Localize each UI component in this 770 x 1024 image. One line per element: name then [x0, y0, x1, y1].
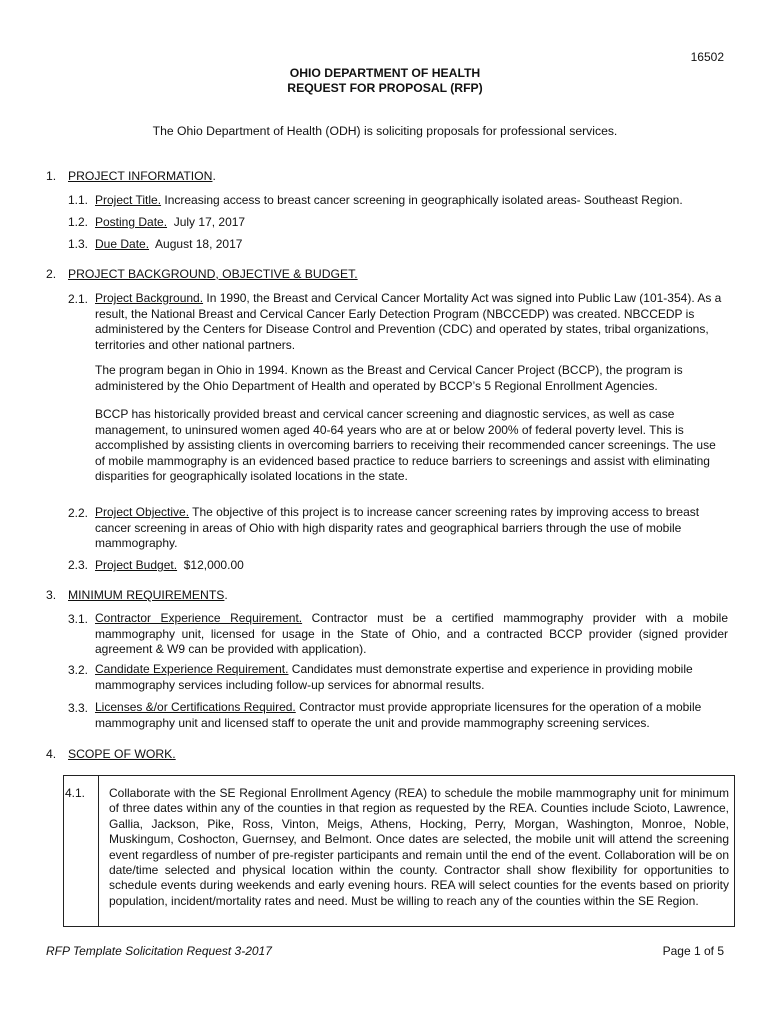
item-text: Contractor must provide appropriate licensures for the operation of a mobile mammography unit and licensed staff to operate the unit and provide mammography screening services.: [95, 700, 702, 730]
section-1-heading: 1. PROJECT INFORMATION.: [46, 169, 216, 183]
section-4-heading: [46, 747, 176, 761]
scope-of-work-table: [63, 775, 735, 927]
item-number: 3.1.: [68, 612, 89, 626]
item-label: Due Date.: [95, 237, 150, 251]
section-3-heading: 3. MINIMUM REQUIREMENTS.: [46, 588, 228, 602]
item-label: Licenses &/or Certifications Required.: [95, 700, 296, 714]
item-number: 2.2.: [68, 506, 89, 520]
item-body: [95, 700, 728, 731]
item-2-1: [68, 291, 728, 353]
item-label: Project Title.: [95, 193, 162, 207]
item-label: Project Budget.: [95, 558, 178, 572]
item-text: Increasing access to breast cancer screening in geographically isolated areas- Southeast Region.: [161, 193, 683, 207]
item-1-3: [68, 236, 728, 252]
item-text: July 17, 2017: [167, 215, 246, 229]
item-3-3: [68, 700, 728, 731]
header-department: OHIO DEPARTMENT OF HEALTH: [289, 66, 481, 80]
section-title: SCOPE OF WORK.: [68, 747, 176, 761]
item-text: Candidates must demonstrate expertise and experience in providing mobile mammography services including follow-up services for abnormal results.: [95, 662, 693, 692]
item-text: In 1990, the Breast and Cervical Cancer Mortality Act was signed into Public Law (101-354). As a result, the National Breast and Cervical Cancer Early Detection Program (NBCCEDP) was created. NBCCEDP is administered by the Centers for Disease Control and Prevention (CDC) and operated by states, tribal organizations, territories and other national partners.: [95, 291, 722, 352]
section-title: PROJECT BACKGROUND, OBJECTIVE & BUDGET.: [68, 267, 358, 281]
header-rfp: REQUEST FOR PROPOSAL (RFP): [287, 81, 483, 95]
footer-page-number: Page 1 of 5: [662, 944, 724, 958]
item-label: Posting Date.: [95, 215, 168, 229]
item-number: 2.1.: [68, 292, 89, 306]
scope-item-text: Collaborate with the SE Regional Enrollment Agency (REA) to schedule the mobile mammography unit for minimum of three dates within any of the counties in that region as requested by the REA. Counties include Scioto, Lawrence, Gallia, Jackson, Pike, Ross, Vinton, Meigs, Athens, Hocking, Perry, Morgan, Washington, Monroe, Noble, Muskingum, Coshocton, Guernsey, and Belmont. Once dates are selected, the mobile unit will attend the screening event regardless of number of pre-register participants and remain until the end of the event. Collaboration will be on date/time selected and physical location within the county. Contractor shall show flexibility for opportunities to schedule events during weekends and early evening hours. REA will select counties for the events based on priority population, incident/mortality rates and need. Must be willing to reach any of the counties within the SE Region.: [109, 786, 729, 908]
paragraph-text: BCCP has historically provided breast and cervical cancer screening and diagnostic services, as well as case management, to uninsured women aged 40-64 years who are at or below 200% of federal poverty level. This is accomplished by assisting clients in overcoming barriers to receiving their recommended cancer screenings. The use of mobile mammography is an evidenced based practice to reduce barriers to screenings and assist with eliminating disparities for geographically isolated locations in the state.: [95, 407, 716, 483]
section-number: 2.: [46, 267, 57, 281]
item-3-1: [68, 611, 728, 658]
item-body: [95, 291, 728, 353]
item-label: Candidate Experience Requirement.: [95, 662, 289, 676]
item-1-1: [68, 192, 728, 208]
item-text: Contractor must be a certified mammography provider with a mobile mammography unit, licensed for usage in the State of Ohio, and a contracted BCCP provider (signed provider agreement & W9 can be provided with application).: [95, 611, 728, 656]
section-number: 3.: [46, 588, 57, 602]
item-body: [95, 611, 728, 658]
footer-template-name: RFP Template Solicitation Request 3-2017: [46, 944, 272, 958]
item-label: Project Background.: [95, 291, 204, 305]
item-number: 3.3.: [68, 701, 89, 715]
item-text: $12,000.00: [177, 558, 244, 572]
section-number: 4.: [46, 747, 57, 761]
section-title: MINIMUM REQUIREMENTS: [68, 588, 225, 602]
item-3-2: [68, 662, 728, 693]
item-number: 1.2.: [68, 215, 89, 229]
intro-text: The Ohio Department of Health (ODH) is soliciting proposals for professional services.: [152, 124, 618, 138]
item-text: The objective of this project is to increase cancer screening rates by improving access to breast cancer screening in areas of Ohio with high disparity rates and geographical barriers through the use of mobile mammography.: [95, 505, 700, 550]
section-number: 1.: [46, 169, 57, 183]
scope-item-number: 4.1.: [65, 786, 86, 800]
background-paragraph-2: [95, 363, 727, 394]
item-text: August 18, 2017: [149, 237, 243, 251]
document-number: 16502: [690, 50, 724, 64]
table-divider: [98, 776, 99, 926]
item-number: 1.3.: [68, 237, 89, 251]
item-body: [95, 662, 728, 693]
background-paragraph-3: [95, 407, 727, 485]
item-body: [95, 505, 728, 552]
item-2-3: [68, 557, 728, 573]
item-1-2: [68, 214, 728, 230]
item-label: Project Objective.: [95, 505, 190, 519]
item-number: 2.3.: [68, 558, 89, 572]
item-2-2: [68, 505, 728, 552]
item-number: 3.2.: [68, 663, 89, 677]
item-label: Contractor Experience Requirement.: [95, 611, 303, 625]
paragraph-text: The program began in Ohio in 1994. Known as the Breast and Cervical Cancer Project (BCCP), the program is administered by the Ohio Department of Health and operated by BCCP’s 5 Regional Enrollment Agencies.: [95, 363, 683, 393]
item-number: 1.1.: [68, 193, 89, 207]
section-2-heading: [46, 267, 358, 281]
section-title: PROJECT INFORMATION: [68, 169, 213, 183]
